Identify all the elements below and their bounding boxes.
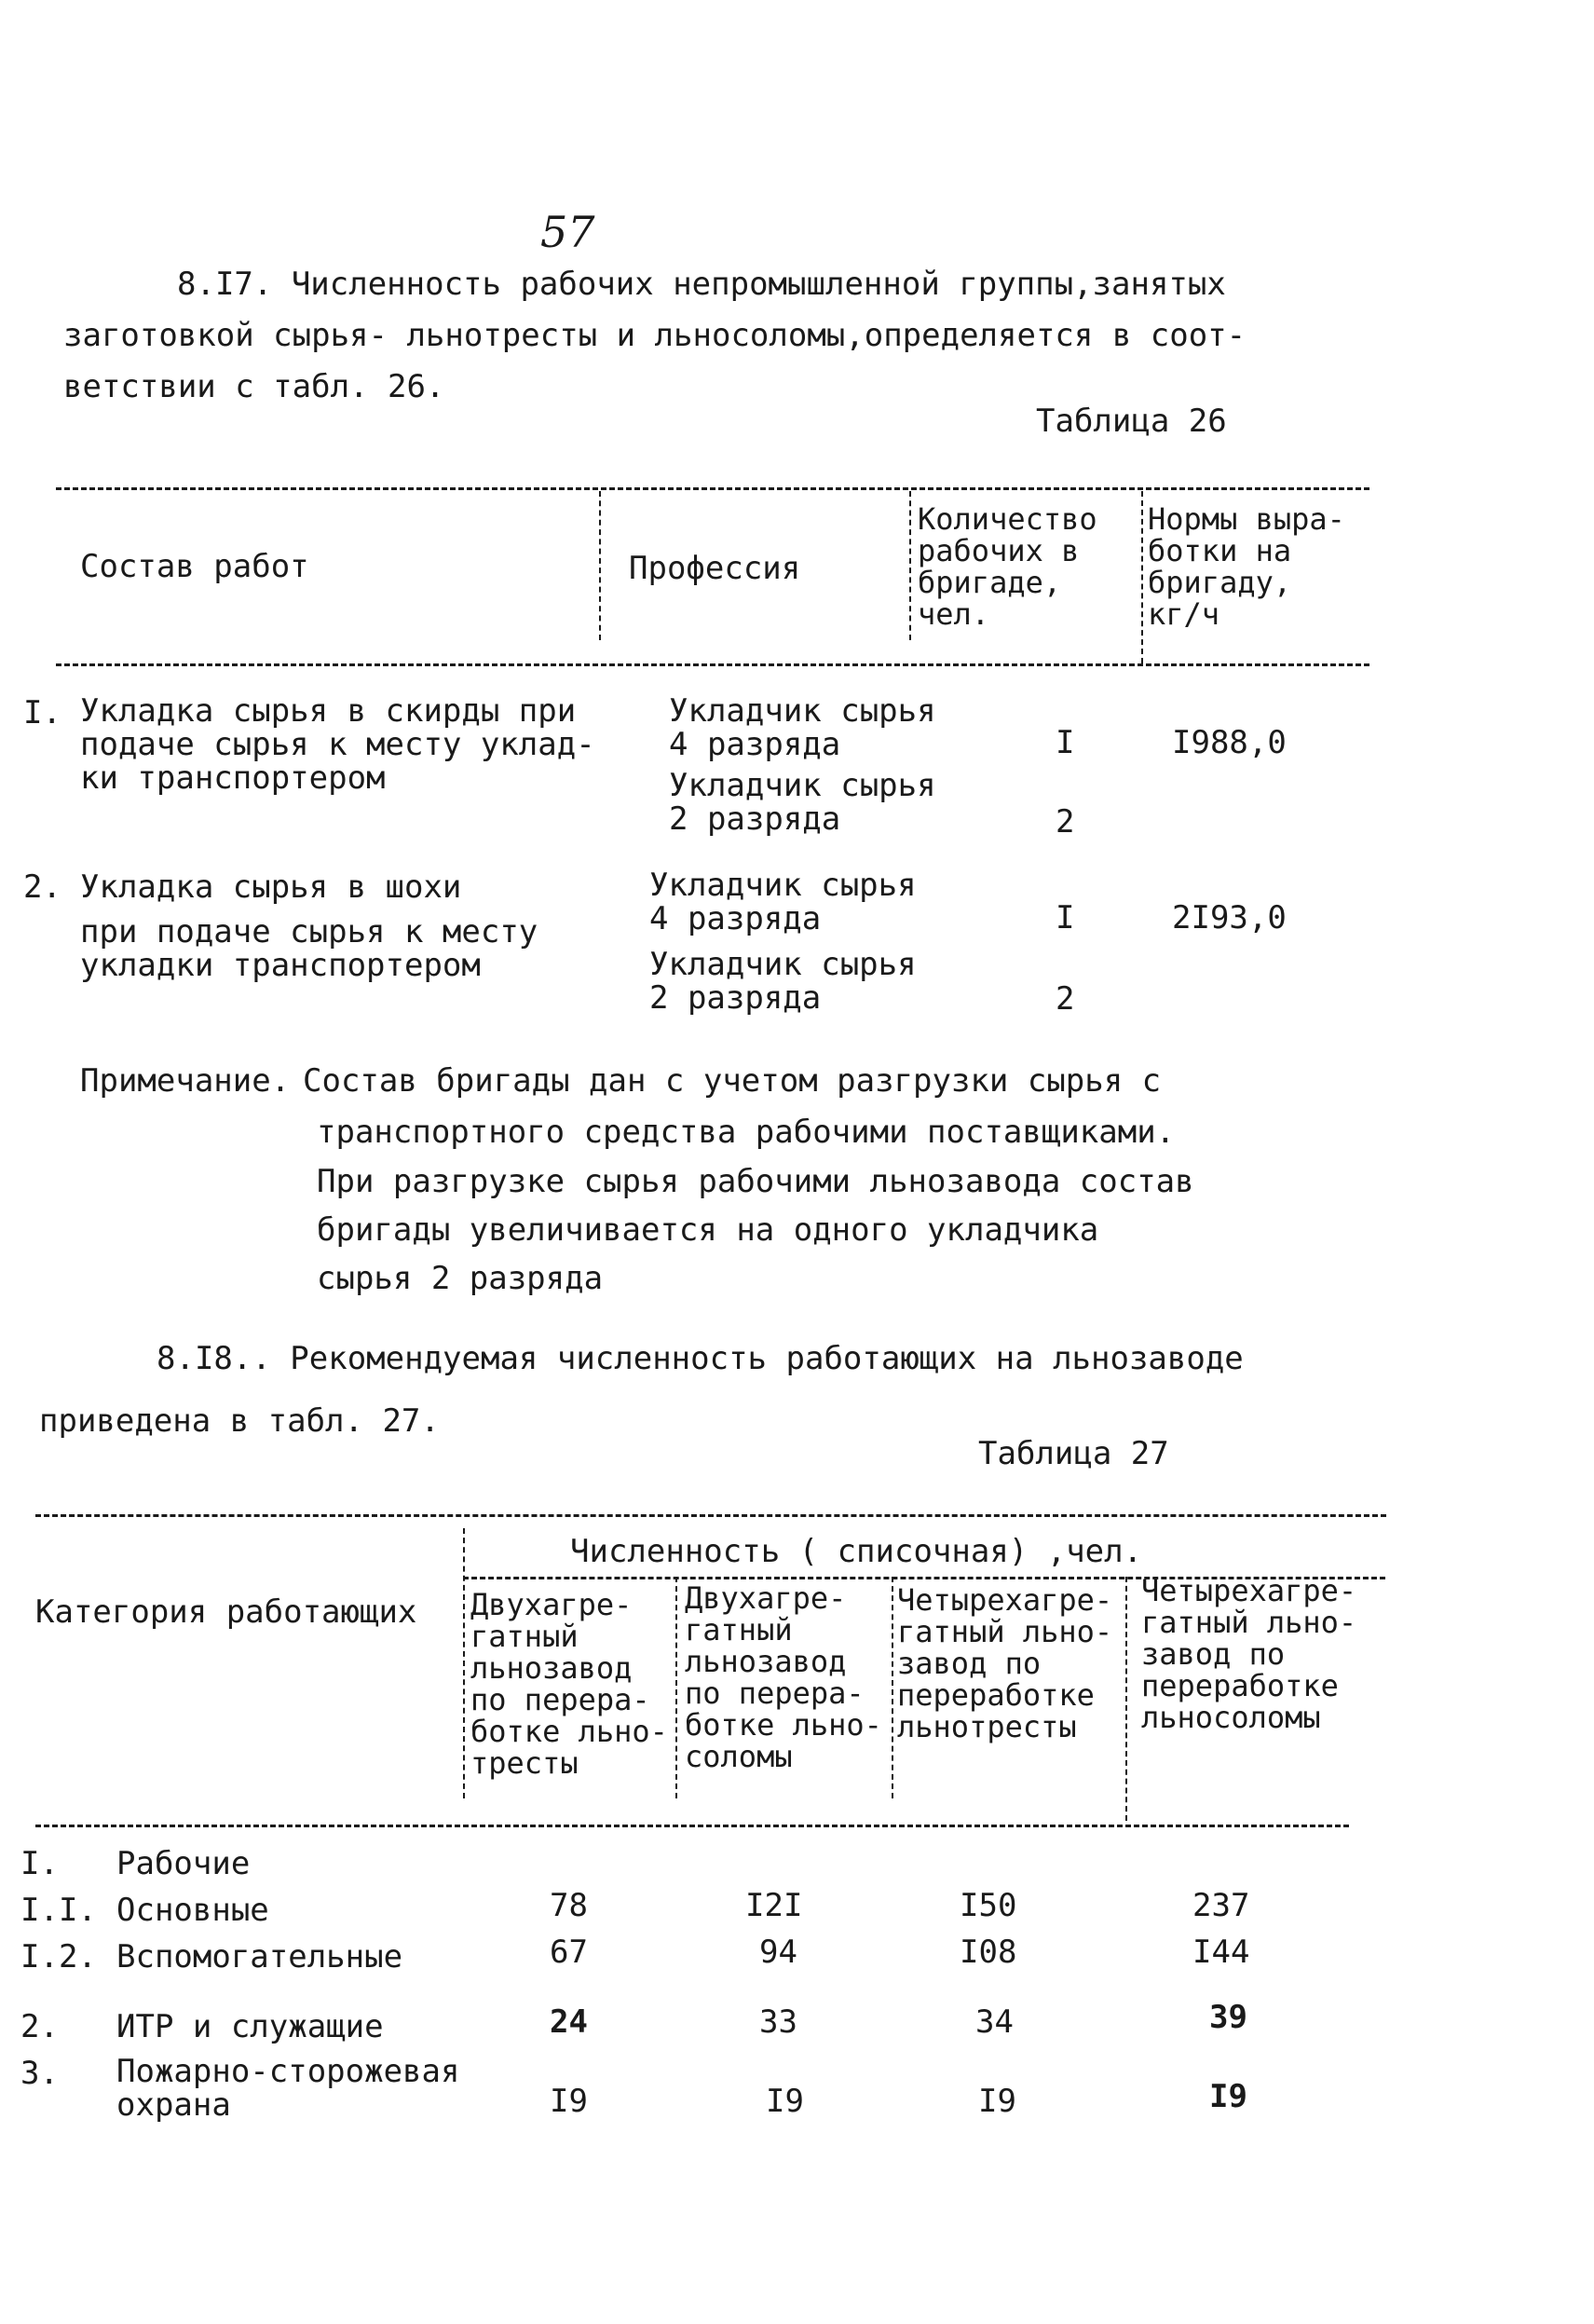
row-value-col2: 33 — [759, 2003, 797, 2041]
table26-header-profession: Профессия — [629, 550, 801, 587]
row-value-col1: I9 — [550, 2083, 588, 2120]
row-number: I.2. — [20, 1938, 97, 1975]
row-label: Пожарно-сторожевая охрана — [116, 2053, 460, 2124]
row-value-col1: 67 — [550, 1934, 588, 1971]
row-value-col2: I2I — [745, 1887, 803, 1924]
row-number: 2. — [23, 868, 61, 906]
table27-header-rule — [35, 1825, 1349, 1827]
table27-vline-2 — [675, 1577, 677, 1798]
row-label: ИТР и служащие — [116, 2008, 384, 2045]
table27-vline-1 — [463, 1528, 465, 1798]
note-label: Примечание. — [80, 1062, 291, 1100]
table26-caption: Таблица 26 — [1036, 403, 1227, 440]
note-line4: бригады увеличивается на одного укладчика — [317, 1211, 1099, 1249]
row-number: 3. — [20, 2055, 59, 2092]
row-value-col2: I9 — [766, 2083, 804, 2120]
row-work: Укладка сырья в скирды при подаче сырья к месту уклад- ки транспортером — [80, 692, 595, 797]
table26-header-rule — [56, 663, 1369, 666]
row-number: I. — [23, 694, 61, 731]
table27-header-col3: Четырехагре- гатный льно- завод по переработке льнотресты — [897, 1582, 1113, 1744]
table27-caption: Таблица 27 — [978, 1435, 1169, 1472]
row-profession-1: Укладчик сырья 4 разряда — [669, 692, 936, 763]
row-count-1: I — [1056, 899, 1075, 936]
row-label: Основные — [116, 1892, 269, 1929]
table26-top-rule — [56, 487, 1369, 490]
table27-top-rule — [35, 1514, 1386, 1517]
table26-header-work: Состав работ — [80, 548, 309, 585]
note-line5: сырья 2 разряда — [317, 1260, 604, 1297]
note-line1: Состав бригады дан с учетом разгрузки сырья с — [303, 1062, 1162, 1100]
row-value-col3: I08 — [960, 1934, 1017, 1971]
row-value-col1: 78 — [550, 1887, 588, 1924]
row-value-col3: 34 — [975, 2003, 1014, 2041]
row-number: I.I. — [20, 1892, 97, 1929]
row-profession-2: Укладчик сырья 2 разряда — [669, 767, 936, 838]
row-value-col3: I50 — [960, 1887, 1017, 1924]
table26-vline-3 — [1141, 491, 1143, 663]
row-value-col4: 237 — [1192, 1887, 1250, 1924]
row-number: I. — [20, 1845, 59, 1882]
row-profession-1: Укладчик сырья 4 разряда — [649, 867, 917, 937]
row-value-col1: 24 — [550, 2003, 588, 2041]
table27-vline-4 — [1125, 1577, 1127, 1821]
row-value-col4: 39 — [1209, 1999, 1247, 2036]
table27-vline-3 — [892, 1577, 893, 1798]
table27-header-group: Численность ( списочная) ,чел. — [570, 1533, 1143, 1570]
row-work-continued: при подаче сырья к месту укладки транспортером — [80, 913, 538, 984]
para-817-line3: ветствии с табл. 26. — [63, 368, 445, 405]
row-count-2: 2 — [1056, 980, 1075, 1018]
table27-header-col1: Двухагре- гатный льнозавод по перера- ботке льно- тресты — [470, 1587, 668, 1781]
note-line2: транспортного средства рабочими поставщиками. — [317, 1114, 1176, 1151]
row-number: 2. — [20, 2008, 59, 2045]
page-number: 57 — [540, 207, 595, 257]
para-817-line2: заготовкой сырья- льнотресты и льносоломы,определяется в соот- — [63, 317, 1247, 354]
row-profession-2: Укладчик сырья 2 разряда — [649, 946, 917, 1017]
table27-header-col2: Двухагре- гатный льнозавод по перера- ботке льно- соломы — [685, 1580, 882, 1774]
para-817-line1: 8.I7. Численность рабочих непромышленной группы,занятых — [177, 266, 1226, 303]
row-norm: I988,0 — [1172, 724, 1287, 761]
note-line3: При разгрузке сырья рабочими льнозавода состав — [317, 1163, 1194, 1200]
table27-header-category: Категория работающих — [35, 1593, 417, 1631]
row-label: Рабочие — [116, 1845, 251, 1882]
table26-vline-1 — [599, 491, 601, 640]
row-count-2: 2 — [1056, 803, 1075, 841]
table27-header-col4: Четырехагре- гатный льно- завод по переработке льносоломы — [1141, 1573, 1357, 1735]
row-value-col3: I9 — [978, 2083, 1016, 2120]
para-818-line1: 8.I8.. Рекомендуемая численность работающих на льнозаводе — [157, 1340, 1244, 1377]
row-work: Укладка сырья в шохи — [80, 868, 462, 906]
table26-vline-2 — [909, 491, 911, 640]
table26-header-count: Количество рабочих в бригаде, чел. — [918, 501, 1097, 632]
para-818-line2: приведена в табл. 27. — [39, 1402, 440, 1440]
row-value-col4: I44 — [1192, 1934, 1250, 1971]
row-value-col4: I9 — [1209, 2078, 1247, 2115]
row-label: Вспомогательные — [116, 1938, 403, 1975]
row-value-col2: 94 — [759, 1934, 797, 1971]
row-norm: 2I93,0 — [1172, 899, 1287, 936]
table26-header-norm: Нормы выра- ботки на бригаду, кг/ч — [1148, 501, 1345, 632]
row-count-1: I — [1056, 724, 1075, 761]
